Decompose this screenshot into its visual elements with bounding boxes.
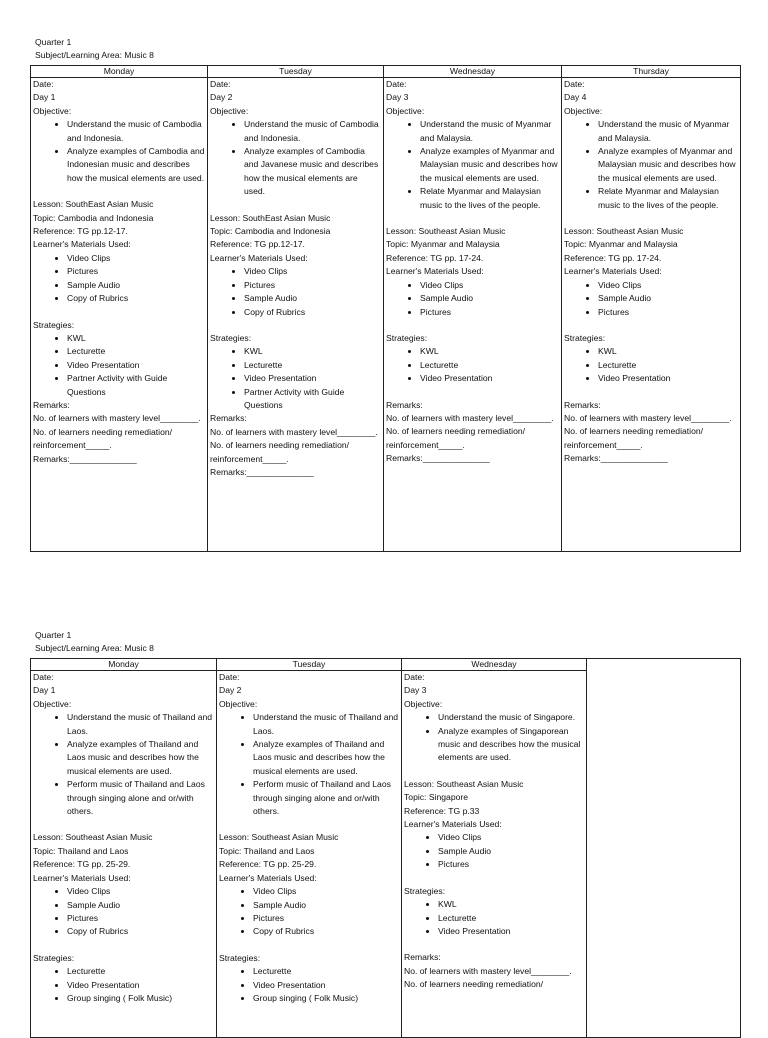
day-number: Day 4 bbox=[564, 92, 587, 103]
strategy-item: • Lecturette bbox=[598, 359, 738, 372]
lesson-label: Lesson: Southeast Asian Music bbox=[404, 778, 524, 789]
material-item: • Video Clips bbox=[67, 252, 205, 265]
day-cell-tuesday bbox=[208, 78, 384, 552]
objective-list bbox=[564, 118, 738, 212]
day-number: Day 2 bbox=[219, 685, 242, 696]
objective-list bbox=[33, 711, 214, 818]
strategy-item: • Video Presentation bbox=[67, 359, 205, 372]
lesson-plan-table bbox=[30, 65, 741, 552]
strategies-list bbox=[210, 345, 381, 412]
materials-label: Learner's Materials Used: bbox=[386, 266, 484, 277]
materials-label: Learner's Materials Used: bbox=[210, 252, 308, 263]
date-label: Date: bbox=[210, 79, 231, 89]
strategies-list bbox=[33, 332, 205, 399]
remarks-label: Remarks: bbox=[404, 952, 441, 963]
reference-label: Reference: TG pp.12-17. bbox=[33, 226, 128, 237]
materials-list bbox=[386, 279, 559, 319]
lesson-label: Lesson: Southeast Asian Music bbox=[33, 832, 153, 843]
topic-label: Topic: Myanmar and Malaysia bbox=[564, 239, 678, 250]
day-header-wednesday: Wednesday bbox=[384, 66, 562, 78]
remediation-line: No. of learners needing remediation/ reinforcement_____. bbox=[386, 426, 526, 450]
strategy-item: • Partner Activity with Guide Questions bbox=[244, 386, 381, 413]
mastery-line: No. of learners with mastery level________. bbox=[386, 412, 554, 423]
strategies-list bbox=[33, 965, 214, 1005]
day-number: Day 2 bbox=[210, 92, 233, 103]
materials-list bbox=[33, 885, 214, 939]
material-item: • Sample Audio bbox=[253, 899, 399, 912]
material-item: • Sample Audio bbox=[67, 899, 214, 912]
day-number: Day 1 bbox=[33, 92, 56, 103]
material-item: • Video Clips bbox=[598, 279, 738, 292]
materials-list bbox=[210, 265, 381, 319]
objective-item: • Analyze examples of Myanmar and Malaysian music and describes how the musical elements are used. bbox=[420, 145, 559, 185]
date-label: Date: bbox=[386, 79, 407, 89]
objective-item: • Understand the music of Thailand and Laos. bbox=[67, 711, 214, 738]
day-cell-thursday bbox=[562, 78, 741, 552]
objective-list bbox=[33, 118, 205, 185]
remarks-label: Remarks: bbox=[386, 399, 423, 410]
strategy-item: • Video Presentation bbox=[438, 925, 584, 938]
day-cell-monday bbox=[31, 78, 208, 552]
materials-list bbox=[404, 831, 584, 871]
material-item: • Video Clips bbox=[438, 831, 584, 844]
material-item: • Sample Audio bbox=[598, 292, 738, 305]
objective-item: • Analyze examples of Cambodia and Indonesian music and describes how the musical elements are used. bbox=[67, 145, 205, 185]
objective-item: • Relate Myanmar and Malaysian music to the lives of the people. bbox=[420, 185, 559, 212]
strategy-item: • Lecturette bbox=[67, 345, 205, 358]
strategy-item: • Lecturette bbox=[420, 359, 559, 372]
lesson-label: Lesson: Southeast Asian Music bbox=[219, 832, 339, 843]
day-header-thursday: Thursday bbox=[562, 66, 741, 78]
remarks-line: Remarks:______________ bbox=[210, 466, 314, 477]
objective-item: • Analyze examples of Cambodia and Javanese music and describes how the musical elements are used. bbox=[244, 145, 381, 199]
empty-cell bbox=[587, 659, 741, 1038]
materials-label: Learner's Materials Used: bbox=[219, 872, 317, 883]
materials-label: Learner's Materials Used: bbox=[33, 239, 131, 250]
strategies-label: Strategies: bbox=[33, 952, 75, 963]
date-label: Date: bbox=[219, 672, 240, 682]
mastery-line: No. of learners with mastery level________. bbox=[210, 426, 378, 437]
day-header-wednesday: Wednesday bbox=[402, 659, 587, 671]
strategies-label: Strategies: bbox=[33, 319, 75, 330]
strategies-label: Strategies: bbox=[564, 332, 606, 343]
date-label: Date: bbox=[33, 79, 54, 89]
topic-label: Topic: Myanmar and Malaysia bbox=[386, 239, 500, 250]
date-label: Date: bbox=[564, 79, 585, 89]
reference-label: Reference: TG pp. 17-24. bbox=[386, 252, 484, 263]
page1-header bbox=[35, 36, 154, 62]
materials-label: Learner's Materials Used: bbox=[404, 819, 502, 830]
strategies-list bbox=[219, 965, 399, 1005]
objective-label: Objective: bbox=[564, 105, 603, 116]
topic-label: Topic: Cambodia and Indonesia bbox=[210, 226, 331, 237]
strategy-item: • Video Presentation bbox=[420, 372, 559, 385]
page2-header bbox=[35, 629, 154, 655]
strategy-item: • Video Presentation bbox=[598, 372, 738, 385]
quarter-label: Quarter 1 bbox=[35, 37, 72, 47]
date-label: Date: bbox=[33, 672, 54, 682]
material-item: • Pictures bbox=[67, 265, 205, 278]
strategies-label: Strategies: bbox=[219, 952, 261, 963]
objective-item: • Relate Myanmar and Malaysian music to the lives of the people. bbox=[598, 185, 738, 212]
remarks-line: Remarks:______________ bbox=[33, 453, 137, 464]
strategy-item: • KWL bbox=[438, 898, 584, 911]
remediation-line: No. of learners needing remediation/ reinforcement_____. bbox=[33, 426, 173, 451]
strategy-item: • Video Presentation bbox=[67, 979, 214, 992]
objective-list bbox=[386, 118, 559, 212]
day-number: Day 3 bbox=[404, 685, 427, 696]
objective-item: • Analyze examples of Myanmar and Malaysian music and describes how the musical elements are used. bbox=[598, 145, 738, 185]
lesson-label: Lesson: Southeast Asian Music bbox=[564, 226, 684, 237]
remediation-line: No. of learners needing remediation/ reinforcement_____. bbox=[210, 440, 350, 464]
reference-label: Reference: TG pp. 25-29. bbox=[219, 859, 317, 870]
objective-item: • Understand the music of Cambodia and Indonesia. bbox=[244, 118, 381, 145]
strategies-list bbox=[564, 345, 738, 385]
strategy-item: • KWL bbox=[420, 345, 559, 358]
material-item: • Copy of Rubrics bbox=[67, 925, 214, 938]
material-item: • Pictures bbox=[598, 306, 738, 319]
strategies-label: Strategies: bbox=[210, 332, 252, 343]
strategies-label: Strategies: bbox=[386, 332, 428, 343]
materials-label: Learner's Materials Used: bbox=[33, 872, 131, 883]
objective-item: • Understand the music of Myanmar and Malaysia. bbox=[420, 118, 559, 145]
day-header-monday: Monday bbox=[31, 66, 208, 78]
objective-item: • Understand the music of Singapore. bbox=[438, 711, 584, 724]
day-header-tuesday: Tuesday bbox=[217, 659, 402, 671]
objective-item: • Understand the music of Cambodia and Indonesia. bbox=[67, 118, 205, 145]
strategy-item: • KWL bbox=[598, 345, 738, 358]
topic-label: Topic: Thailand and Laos bbox=[219, 845, 315, 856]
subject-label: Subject/Learning Area: Music 8 bbox=[35, 643, 154, 653]
objective-label: Objective: bbox=[386, 105, 425, 116]
lesson-label: Lesson: SouthEast Asian Music bbox=[210, 212, 331, 223]
topic-label: Topic: Cambodia and Indonesia bbox=[33, 212, 154, 223]
strategies-label: Strategies: bbox=[404, 885, 446, 896]
material-item: • Pictures bbox=[67, 912, 214, 925]
strategy-item: • Lecturette bbox=[244, 359, 381, 372]
reference-label: Reference: TG p.33 bbox=[404, 805, 480, 816]
day-cell-tuesday bbox=[217, 671, 402, 1038]
material-item: • Video Clips bbox=[253, 885, 399, 898]
objective-item: • Perform music of Thailand and Laos through singing alone and or/with others. bbox=[253, 778, 399, 818]
objective-list bbox=[210, 118, 381, 198]
day-cell-wednesday bbox=[384, 78, 562, 552]
quarter-label: Quarter 1 bbox=[35, 630, 72, 640]
objective-label: Objective: bbox=[219, 698, 258, 709]
strategies-list bbox=[386, 345, 559, 385]
objective-list bbox=[404, 711, 584, 765]
strategy-item: • Lecturette bbox=[253, 965, 399, 978]
strategy-item: • KWL bbox=[244, 345, 381, 358]
day-number: Day 1 bbox=[33, 685, 56, 696]
reference-label: Reference: TG pp. 25-29. bbox=[33, 859, 131, 870]
topic-label: Topic: Thailand and Laos bbox=[33, 845, 129, 856]
materials-list bbox=[33, 252, 205, 306]
remarks-label: Remarks: bbox=[33, 399, 70, 410]
remarks-line: Remarks:______________ bbox=[564, 453, 668, 464]
material-item: • Video Clips bbox=[67, 885, 214, 898]
remarks-label: Remarks: bbox=[210, 413, 247, 424]
objective-item: • Analyze examples of Thailand and Laos music and describes how the musical elements are used. bbox=[67, 738, 214, 778]
lesson-plan-table-2 bbox=[30, 658, 741, 1038]
date-label: Date: bbox=[404, 672, 425, 682]
strategy-item: • Group singing ( Folk Music) bbox=[253, 992, 399, 1005]
material-item: • Video Clips bbox=[420, 279, 559, 292]
day-number: Day 3 bbox=[386, 92, 409, 103]
material-item: • Copy of Rubrics bbox=[244, 306, 381, 319]
material-item: • Pictures bbox=[244, 279, 381, 292]
lesson-label: Lesson: SouthEast Asian Music bbox=[33, 199, 154, 210]
mastery-line: No. of learners with mastery level________. bbox=[33, 413, 201, 424]
objective-list bbox=[219, 711, 399, 818]
material-item: • Pictures bbox=[420, 306, 559, 319]
remarks-label: Remarks: bbox=[564, 399, 601, 410]
materials-list bbox=[564, 279, 738, 319]
material-item: • Sample Audio bbox=[420, 292, 559, 305]
mastery-line: No. of learners with mastery level________. bbox=[564, 412, 732, 423]
materials-label: Learner's Materials Used: bbox=[564, 266, 662, 277]
material-item: • Sample Audio bbox=[438, 845, 584, 858]
material-item: • Sample Audio bbox=[67, 279, 205, 292]
reference-label: Reference: TG pp. 17-24. bbox=[564, 252, 662, 263]
reference-label: Reference: TG pp.12-17. bbox=[210, 239, 305, 250]
material-item: • Copy of Rubrics bbox=[67, 292, 205, 305]
strategy-item: • Video Presentation bbox=[244, 372, 381, 385]
day-cell-monday bbox=[31, 671, 217, 1038]
strategy-item: • Video Presentation bbox=[253, 979, 399, 992]
lesson-label: Lesson: Southeast Asian Music bbox=[386, 226, 506, 237]
objective-item: • Analyze examples of Thailand and Laos music and describes how the musical elements are used. bbox=[253, 738, 399, 778]
strategies-list bbox=[404, 898, 584, 938]
remediation-line: No. of learners needing remediation/ bbox=[404, 979, 544, 990]
material-item: • Sample Audio bbox=[244, 292, 381, 305]
objective-label: Objective: bbox=[33, 698, 72, 709]
mastery-line: No. of learners with mastery level________. bbox=[404, 965, 572, 976]
strategy-item: • Partner Activity with Guide Questions bbox=[67, 372, 205, 399]
material-item: • Pictures bbox=[253, 912, 399, 925]
material-item: • Copy of Rubrics bbox=[253, 925, 399, 938]
objective-label: Objective: bbox=[210, 105, 249, 116]
day-header-tuesday: Tuesday bbox=[208, 66, 384, 78]
objective-item: • Understand the music of Thailand and Laos. bbox=[253, 711, 399, 738]
day-header-monday: Monday bbox=[31, 659, 217, 671]
strategy-item: • Lecturette bbox=[67, 965, 214, 978]
material-item: • Video Clips bbox=[244, 265, 381, 278]
objective-item: • Analyze examples of Singaporean music and describes how the musical elements are used. bbox=[438, 725, 584, 765]
strategy-item: • Group singing ( Folk Music) bbox=[67, 992, 214, 1005]
day-cell-wednesday bbox=[402, 671, 587, 1038]
objective-item: • Perform music of Thailand and Laos through singing alone and or/with others. bbox=[67, 778, 214, 818]
materials-list bbox=[219, 885, 399, 939]
objective-label: Objective: bbox=[33, 105, 72, 116]
objective-label: Objective: bbox=[404, 698, 443, 709]
strategy-item: • Lecturette bbox=[438, 912, 584, 925]
remediation-line: No. of learners needing remediation/ reinforcement_____. bbox=[564, 426, 704, 450]
subject-label: Subject/Learning Area: Music 8 bbox=[35, 50, 154, 60]
strategy-item: • KWL bbox=[67, 332, 205, 345]
remarks-line: Remarks:______________ bbox=[386, 453, 490, 464]
objective-item: • Understand the music of Myanmar and Malaysia. bbox=[598, 118, 738, 145]
material-item: • Pictures bbox=[438, 858, 584, 871]
topic-label: Topic: Singapore bbox=[404, 792, 469, 803]
